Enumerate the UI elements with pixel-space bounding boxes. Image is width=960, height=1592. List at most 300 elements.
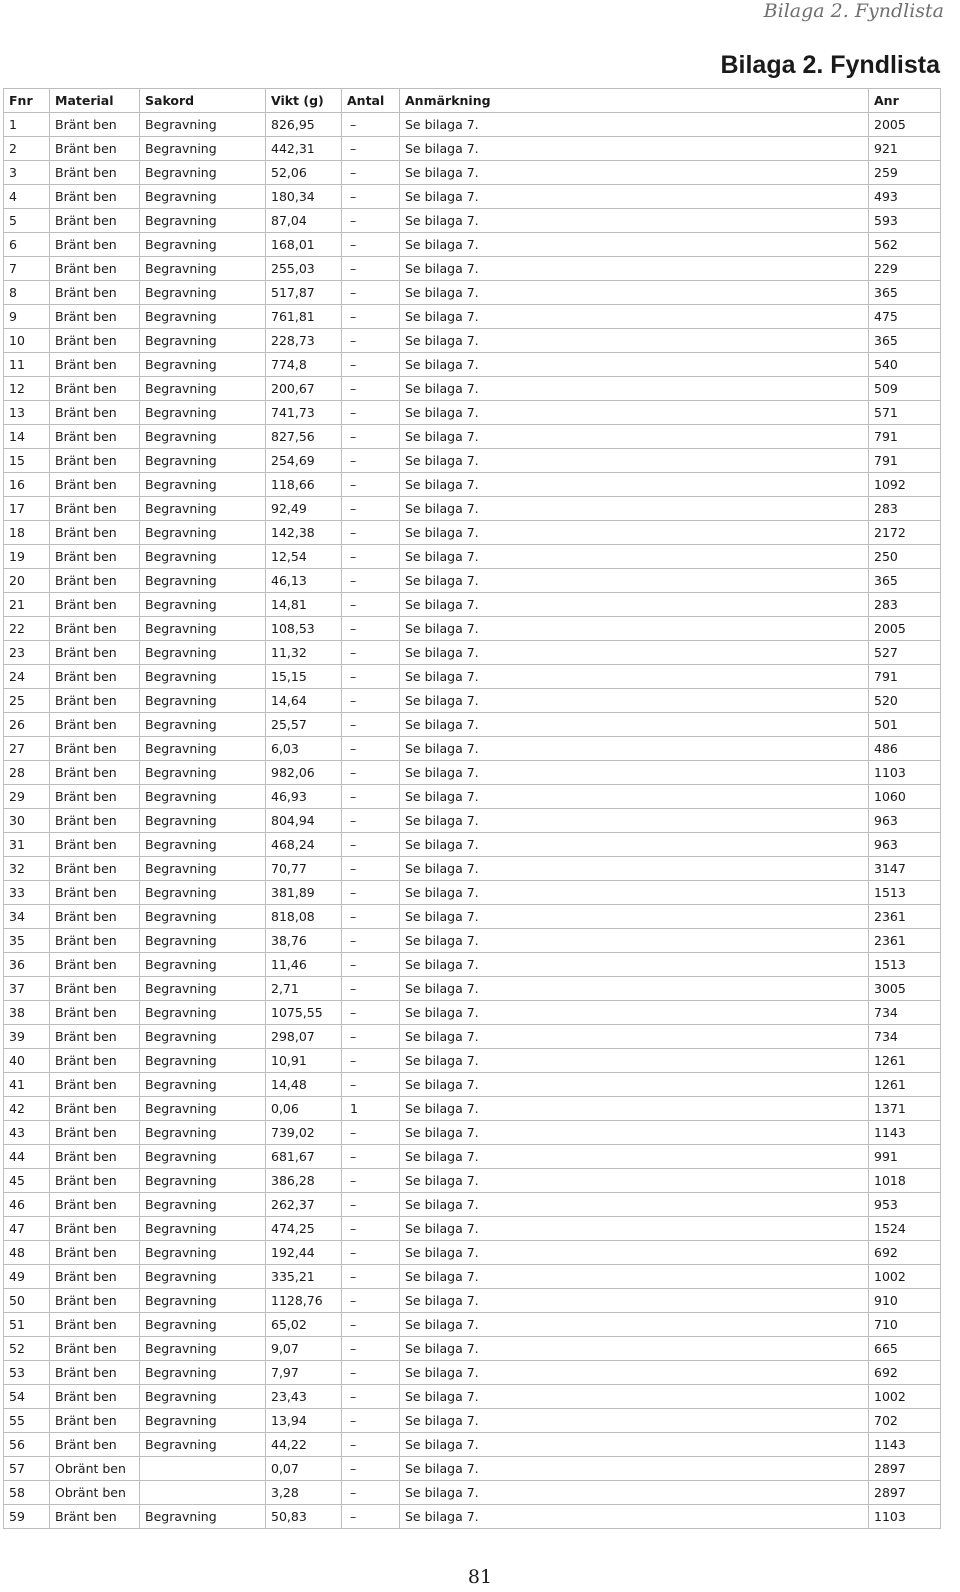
cell-anmarkning: Se bilaga 7. — [400, 161, 869, 185]
cell-material: Bränt ben — [50, 1001, 140, 1025]
cell-anr: 527 — [869, 641, 941, 665]
cell-fnr: 54 — [4, 1385, 50, 1409]
cell-material: Bränt ben — [50, 401, 140, 425]
table-row — [4, 1457, 941, 1481]
cell-antal: – — [342, 833, 400, 857]
cell-anmarkning: Se bilaga 7. — [400, 1001, 869, 1025]
cell-anmarkning: Se bilaga 7. — [400, 1145, 869, 1169]
cell-material: Obränt ben — [50, 1457, 140, 1481]
cell-anmarkning: Se bilaga 7. — [400, 689, 869, 713]
cell-vikt: 46,93 — [266, 785, 342, 809]
cell-anmarkning: Se bilaga 7. — [400, 209, 869, 233]
cell-anr: 791 — [869, 665, 941, 689]
cell-antal: – — [342, 1505, 400, 1529]
cell-fnr: 26 — [4, 713, 50, 737]
cell-anr: 2005 — [869, 113, 941, 137]
cell-sakord: Begravning — [140, 857, 266, 881]
cell-anmarkning: Se bilaga 7. — [400, 761, 869, 785]
cell-anmarkning: Se bilaga 7. — [400, 1361, 869, 1385]
table-row — [4, 1001, 941, 1025]
cell-anr: 702 — [869, 1409, 941, 1433]
cell-anr: 692 — [869, 1361, 941, 1385]
cell-vikt: 25,57 — [266, 713, 342, 737]
cell-material: Bränt ben — [50, 545, 140, 569]
cell-sakord: Begravning — [140, 233, 266, 257]
table-row — [4, 521, 941, 545]
cell-anmarkning: Se bilaga 7. — [400, 785, 869, 809]
cell-vikt: 10,91 — [266, 1049, 342, 1073]
cell-vikt: 6,03 — [266, 737, 342, 761]
cell-antal: – — [342, 1289, 400, 1313]
cell-material: Bränt ben — [50, 1313, 140, 1337]
cell-antal: – — [342, 761, 400, 785]
cell-material: Bränt ben — [50, 1049, 140, 1073]
table-row — [4, 497, 941, 521]
table-row — [4, 1337, 941, 1361]
cell-vikt: 1075,55 — [266, 1001, 342, 1025]
table-row — [4, 401, 941, 425]
cell-fnr: 44 — [4, 1145, 50, 1169]
cell-material: Bränt ben — [50, 209, 140, 233]
cell-material: Bränt ben — [50, 1025, 140, 1049]
cell-material: Bränt ben — [50, 809, 140, 833]
cell-anr: 1524 — [869, 1217, 941, 1241]
cell-anmarkning: Se bilaga 7. — [400, 1241, 869, 1265]
column-header-fnr: Fnr — [4, 89, 50, 113]
cell-anr: 1143 — [869, 1433, 941, 1457]
table-row — [4, 737, 941, 761]
cell-sakord: Begravning — [140, 977, 266, 1001]
cell-sakord: Begravning — [140, 377, 266, 401]
cell-anr: 1103 — [869, 761, 941, 785]
table-row — [4, 1121, 941, 1145]
cell-material: Bränt ben — [50, 905, 140, 929]
cell-vikt: 118,66 — [266, 473, 342, 497]
cell-anr: 1513 — [869, 881, 941, 905]
cell-vikt: 3,28 — [266, 1481, 342, 1505]
cell-antal: – — [342, 1265, 400, 1289]
cell-vikt: 774,8 — [266, 353, 342, 377]
cell-sakord: Begravning — [140, 545, 266, 569]
cell-sakord: Begravning — [140, 953, 266, 977]
cell-anr: 2172 — [869, 521, 941, 545]
column-header-antal: Antal — [342, 89, 400, 113]
cell-anmarkning: Se bilaga 7. — [400, 1121, 869, 1145]
cell-sakord: Begravning — [140, 1049, 266, 1073]
cell-anmarkning: Se bilaga 7. — [400, 1385, 869, 1409]
cell-vikt: 826,95 — [266, 113, 342, 137]
cell-antal: – — [342, 953, 400, 977]
cell-material: Bränt ben — [50, 1097, 140, 1121]
cell-vikt: 9,07 — [266, 1337, 342, 1361]
cell-sakord: Begravning — [140, 665, 266, 689]
cell-anr: 540 — [869, 353, 941, 377]
cell-sakord: Begravning — [140, 281, 266, 305]
cell-material: Bränt ben — [50, 833, 140, 857]
cell-material: Bränt ben — [50, 977, 140, 1001]
cell-vikt: 50,83 — [266, 1505, 342, 1529]
table-row — [4, 449, 941, 473]
cell-fnr: 49 — [4, 1265, 50, 1289]
cell-material: Bränt ben — [50, 1337, 140, 1361]
cell-sakord: Begravning — [140, 905, 266, 929]
cell-antal: – — [342, 1361, 400, 1385]
cell-fnr: 5 — [4, 209, 50, 233]
cell-sakord: Begravning — [140, 737, 266, 761]
cell-vikt: 0,07 — [266, 1457, 342, 1481]
cell-vikt: 254,69 — [266, 449, 342, 473]
cell-vikt: 142,38 — [266, 521, 342, 545]
table-row — [4, 593, 941, 617]
cell-antal: – — [342, 521, 400, 545]
cell-sakord: Begravning — [140, 1217, 266, 1241]
table-row — [4, 761, 941, 785]
cell-sakord: Begravning — [140, 113, 266, 137]
cell-fnr: 2 — [4, 137, 50, 161]
cell-anr: 493 — [869, 185, 941, 209]
table-row — [4, 881, 941, 905]
column-header-anr: Anr — [869, 89, 941, 113]
cell-fnr: 1 — [4, 113, 50, 137]
cell-anmarkning: Se bilaga 7. — [400, 1433, 869, 1457]
cell-material: Bränt ben — [50, 617, 140, 641]
cell-sakord: Begravning — [140, 569, 266, 593]
cell-antal: – — [342, 137, 400, 161]
cell-vikt: 92,49 — [266, 497, 342, 521]
table-row — [4, 209, 941, 233]
cell-sakord: Begravning — [140, 809, 266, 833]
cell-vikt: 11,46 — [266, 953, 342, 977]
table-row — [4, 1265, 941, 1289]
cell-anr: 2897 — [869, 1457, 941, 1481]
cell-vikt: 14,81 — [266, 593, 342, 617]
cell-anmarkning: Se bilaga 7. — [400, 713, 869, 737]
cell-antal: – — [342, 593, 400, 617]
cell-anr: 963 — [869, 833, 941, 857]
cell-anr: 734 — [869, 1025, 941, 1049]
cell-material: Bränt ben — [50, 713, 140, 737]
cell-anmarkning: Se bilaga 7. — [400, 1337, 869, 1361]
cell-vikt: 255,03 — [266, 257, 342, 281]
cell-anmarkning: Se bilaga 7. — [400, 593, 869, 617]
cell-material: Bränt ben — [50, 929, 140, 953]
cell-sakord: Begravning — [140, 593, 266, 617]
cell-material: Bränt ben — [50, 137, 140, 161]
table-row — [4, 1361, 941, 1385]
cell-antal: – — [342, 497, 400, 521]
cell-vikt: 65,02 — [266, 1313, 342, 1337]
cell-anmarkning: Se bilaga 7. — [400, 1025, 869, 1049]
cell-anr: 1018 — [869, 1169, 941, 1193]
cell-anmarkning: Se bilaga 7. — [400, 425, 869, 449]
cell-vikt: 442,31 — [266, 137, 342, 161]
cell-anr: 3147 — [869, 857, 941, 881]
cell-anmarkning: Se bilaga 7. — [400, 305, 869, 329]
cell-vikt: 46,13 — [266, 569, 342, 593]
cell-anmarkning: Se bilaga 7. — [400, 1265, 869, 1289]
cell-fnr: 46 — [4, 1193, 50, 1217]
cell-anmarkning: Se bilaga 7. — [400, 1097, 869, 1121]
cell-anmarkning: Se bilaga 7. — [400, 665, 869, 689]
cell-anr: 365 — [869, 281, 941, 305]
cell-anr: 283 — [869, 497, 941, 521]
cell-anr: 1371 — [869, 1097, 941, 1121]
table-row — [4, 1073, 941, 1097]
cell-anmarkning: Se bilaga 7. — [400, 521, 869, 545]
cell-antal: – — [342, 713, 400, 737]
cell-anr: 791 — [869, 449, 941, 473]
cell-material: Bränt ben — [50, 497, 140, 521]
cell-anr: 910 — [869, 1289, 941, 1313]
cell-sakord: Begravning — [140, 929, 266, 953]
cell-anr: 571 — [869, 401, 941, 425]
cell-vikt: 0,06 — [266, 1097, 342, 1121]
cell-vikt: 180,34 — [266, 185, 342, 209]
cell-vikt: 52,06 — [266, 161, 342, 185]
cell-vikt: 228,73 — [266, 329, 342, 353]
column-header-sakord: Sakord — [140, 89, 266, 113]
table-row — [4, 281, 941, 305]
cell-material: Bränt ben — [50, 449, 140, 473]
table-row — [4, 1145, 941, 1169]
cell-antal: – — [342, 1241, 400, 1265]
cell-antal: – — [342, 329, 400, 353]
table-row — [4, 1217, 941, 1241]
table-row — [4, 1097, 941, 1121]
cell-fnr: 37 — [4, 977, 50, 1001]
table-row — [4, 1505, 941, 1529]
cell-sakord: Begravning — [140, 713, 266, 737]
cell-antal: – — [342, 569, 400, 593]
cell-antal: – — [342, 1025, 400, 1049]
table-row — [4, 1241, 941, 1265]
cell-material: Bränt ben — [50, 353, 140, 377]
cell-antal: – — [342, 617, 400, 641]
cell-sakord: Begravning — [140, 425, 266, 449]
table-row — [4, 1289, 941, 1313]
cell-anmarkning: Se bilaga 7. — [400, 281, 869, 305]
cell-fnr: 55 — [4, 1409, 50, 1433]
cell-vikt: 818,08 — [266, 905, 342, 929]
cell-sakord: Begravning — [140, 1505, 266, 1529]
cell-anr: 2361 — [869, 905, 941, 929]
cell-material: Bränt ben — [50, 1505, 140, 1529]
table-row — [4, 161, 941, 185]
cell-antal: – — [342, 737, 400, 761]
table-row — [4, 1481, 941, 1505]
page-title: Bilaga 2. Fyndlista — [720, 51, 940, 79]
cell-antal: – — [342, 233, 400, 257]
cell-anr: 1261 — [869, 1073, 941, 1097]
cell-antal: – — [342, 185, 400, 209]
cell-anr: 2897 — [869, 1481, 941, 1505]
cell-fnr: 58 — [4, 1481, 50, 1505]
cell-material: Bränt ben — [50, 305, 140, 329]
cell-fnr: 4 — [4, 185, 50, 209]
cell-fnr: 10 — [4, 329, 50, 353]
cell-vikt: 761,81 — [266, 305, 342, 329]
cell-fnr: 40 — [4, 1049, 50, 1073]
cell-sakord: Begravning — [140, 1097, 266, 1121]
cell-fnr: 36 — [4, 953, 50, 977]
cell-fnr: 47 — [4, 1217, 50, 1241]
cell-anmarkning: Se bilaga 7. — [400, 1457, 869, 1481]
cell-vikt: 474,25 — [266, 1217, 342, 1241]
cell-sakord: Begravning — [140, 497, 266, 521]
cell-vikt: 2,71 — [266, 977, 342, 1001]
cell-fnr: 24 — [4, 665, 50, 689]
cell-fnr: 28 — [4, 761, 50, 785]
cell-material: Bränt ben — [50, 569, 140, 593]
cell-anr: 229 — [869, 257, 941, 281]
cell-fnr: 14 — [4, 425, 50, 449]
cell-sakord: Begravning — [140, 1385, 266, 1409]
cell-material: Bränt ben — [50, 1433, 140, 1457]
cell-vikt: 38,76 — [266, 929, 342, 953]
cell-vikt: 1128,76 — [266, 1289, 342, 1313]
cell-anr: 1060 — [869, 785, 941, 809]
cell-fnr: 17 — [4, 497, 50, 521]
cell-anmarkning: Se bilaga 7. — [400, 617, 869, 641]
cell-anr: 921 — [869, 137, 941, 161]
cell-fnr: 34 — [4, 905, 50, 929]
column-header-anmarkning: Anmärkning — [400, 89, 869, 113]
cell-vikt: 982,06 — [266, 761, 342, 785]
table-row — [4, 665, 941, 689]
cell-material: Bränt ben — [50, 1073, 140, 1097]
table-row — [4, 233, 941, 257]
cell-sakord: Begravning — [140, 137, 266, 161]
cell-sakord: Begravning — [140, 1025, 266, 1049]
cell-sakord: Begravning — [140, 689, 266, 713]
cell-fnr: 6 — [4, 233, 50, 257]
table-row — [4, 473, 941, 497]
cell-antal: – — [342, 545, 400, 569]
cell-sakord: Begravning — [140, 1433, 266, 1457]
cell-material: Bränt ben — [50, 1289, 140, 1313]
column-header-vikt: Vikt (g) — [266, 89, 342, 113]
cell-sakord: Begravning — [140, 401, 266, 425]
cell-anr: 2361 — [869, 929, 941, 953]
cell-material: Bränt ben — [50, 1361, 140, 1385]
cell-vikt: 335,21 — [266, 1265, 342, 1289]
cell-antal: – — [342, 689, 400, 713]
cell-fnr: 35 — [4, 929, 50, 953]
cell-sakord — [140, 1481, 266, 1505]
cell-anr: 963 — [869, 809, 941, 833]
cell-fnr: 31 — [4, 833, 50, 857]
cell-material: Bränt ben — [50, 521, 140, 545]
cell-vikt: 741,73 — [266, 401, 342, 425]
cell-antal: 1 — [342, 1097, 400, 1121]
cell-antal: – — [342, 641, 400, 665]
cell-anmarkning: Se bilaga 7. — [400, 1169, 869, 1193]
cell-antal: – — [342, 305, 400, 329]
table-row — [4, 713, 941, 737]
cell-fnr: 59 — [4, 1505, 50, 1529]
cell-material: Bränt ben — [50, 185, 140, 209]
cell-fnr: 29 — [4, 785, 50, 809]
cell-anr: 509 — [869, 377, 941, 401]
cell-anmarkning: Se bilaga 7. — [400, 809, 869, 833]
cell-vikt: 13,94 — [266, 1409, 342, 1433]
cell-fnr: 38 — [4, 1001, 50, 1025]
cell-material: Bränt ben — [50, 593, 140, 617]
cell-sakord: Begravning — [140, 185, 266, 209]
cell-anr: 1002 — [869, 1265, 941, 1289]
table-row — [4, 905, 941, 929]
table-row — [4, 305, 941, 329]
cell-anr: 259 — [869, 161, 941, 185]
cell-vikt: 517,87 — [266, 281, 342, 305]
table-row — [4, 1433, 941, 1457]
cell-antal: – — [342, 785, 400, 809]
cell-antal: – — [342, 1145, 400, 1169]
cell-anmarkning: Se bilaga 7. — [400, 737, 869, 761]
cell-vikt: 681,67 — [266, 1145, 342, 1169]
table-row — [4, 1385, 941, 1409]
cell-vikt: 23,43 — [266, 1385, 342, 1409]
cell-fnr: 52 — [4, 1337, 50, 1361]
table-row — [4, 641, 941, 665]
cell-sakord: Begravning — [140, 1073, 266, 1097]
cell-anr: 1513 — [869, 953, 941, 977]
cell-vikt: 7,97 — [266, 1361, 342, 1385]
cell-material: Bränt ben — [50, 1241, 140, 1265]
cell-material: Bränt ben — [50, 1121, 140, 1145]
cell-fnr: 27 — [4, 737, 50, 761]
cell-vikt: 804,94 — [266, 809, 342, 833]
cell-anr: 1002 — [869, 1385, 941, 1409]
cell-sakord: Begravning — [140, 1289, 266, 1313]
cell-anr: 2005 — [869, 617, 941, 641]
cell-antal: – — [342, 257, 400, 281]
table-row — [4, 425, 941, 449]
cell-anr: 3005 — [869, 977, 941, 1001]
cell-material: Bränt ben — [50, 377, 140, 401]
cell-anmarkning: Se bilaga 7. — [400, 833, 869, 857]
cell-fnr: 7 — [4, 257, 50, 281]
cell-vikt: 108,53 — [266, 617, 342, 641]
table-row — [4, 377, 941, 401]
cell-anmarkning: Se bilaga 7. — [400, 353, 869, 377]
cell-material: Bränt ben — [50, 113, 140, 137]
cell-vikt: 200,67 — [266, 377, 342, 401]
table-row — [4, 929, 941, 953]
cell-material: Bränt ben — [50, 257, 140, 281]
cell-anmarkning: Se bilaga 7. — [400, 1505, 869, 1529]
table-body — [4, 113, 941, 1529]
cell-anmarkning: Se bilaga 7. — [400, 905, 869, 929]
cell-fnr: 56 — [4, 1433, 50, 1457]
cell-anr: 501 — [869, 713, 941, 737]
cell-vikt: 192,44 — [266, 1241, 342, 1265]
cell-fnr: 8 — [4, 281, 50, 305]
cell-anr: 734 — [869, 1001, 941, 1025]
cell-antal: – — [342, 1313, 400, 1337]
cell-material: Bränt ben — [50, 1145, 140, 1169]
table-row — [4, 953, 941, 977]
cell-fnr: 30 — [4, 809, 50, 833]
cell-sakord: Begravning — [140, 1361, 266, 1385]
cell-antal: – — [342, 1433, 400, 1457]
cell-antal: – — [342, 1337, 400, 1361]
cell-anr: 250 — [869, 545, 941, 569]
cell-fnr: 22 — [4, 617, 50, 641]
cell-antal: – — [342, 665, 400, 689]
cell-material: Bränt ben — [50, 1193, 140, 1217]
table-row — [4, 857, 941, 881]
